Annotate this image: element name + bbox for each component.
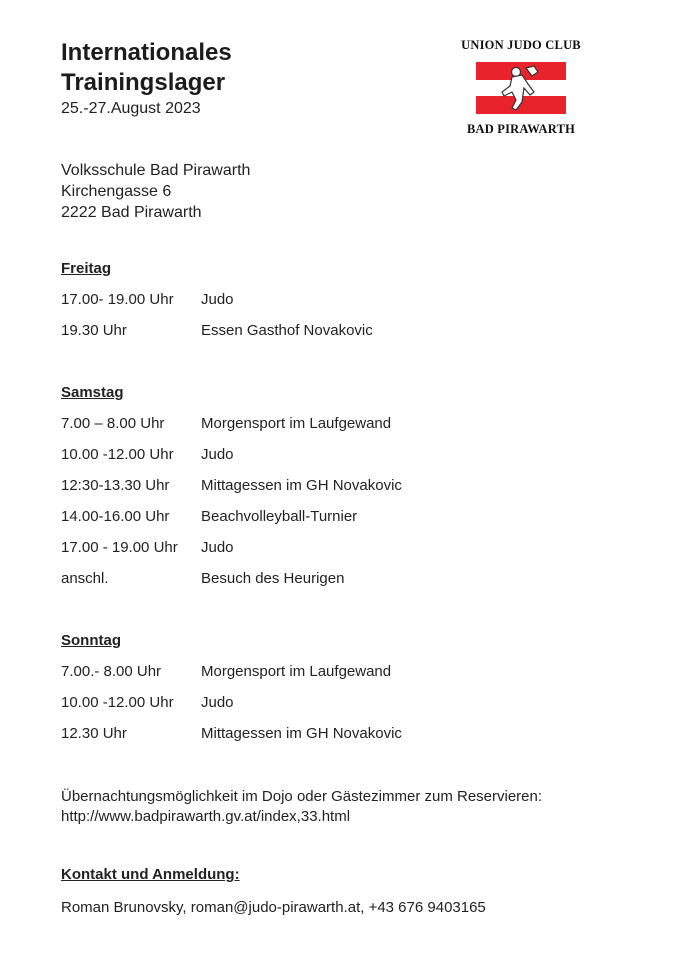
schedule-activity: Essen Gasthof Novakovic: [201, 322, 373, 339]
judo-flag-icon: [476, 62, 566, 114]
schedule-activity: Mittagessen im GH Novakovic: [201, 477, 402, 494]
schedule-activity: Besuch des Heurigen: [201, 570, 345, 587]
venue-street: Kirchengasse 6: [61, 183, 172, 200]
schedule-time: 17.00 - 19.00 Uhr: [61, 539, 178, 556]
schedule-row: [61, 687, 402, 718]
schedule-activity: Morgensport im Laufgewand: [201, 415, 392, 432]
schedule-day-saturday: [61, 383, 402, 594]
schedule-time: 12.30 Uhr: [61, 725, 127, 742]
schedule-activity: Morgensport im Laufgewand: [201, 663, 392, 680]
schedule-row: [61, 532, 402, 563]
day-title: Sonntag: [61, 632, 121, 649]
schedule-time: 10.00 -12.00 Uhr: [61, 694, 174, 711]
page-title: [61, 38, 232, 98]
club-logo: [452, 38, 590, 142]
schedule-activity: Mittagessen im GH Novakovic: [201, 725, 402, 742]
logo-top-text: UNION JUDO CLUB: [461, 38, 581, 52]
schedule-row: [61, 439, 402, 470]
title-line-1: Internationales: [61, 39, 232, 66]
accommodation-note: [61, 787, 542, 827]
schedule-time: 7.00.- 8.00 Uhr: [61, 663, 162, 680]
schedule-row: [61, 284, 373, 315]
schedule-time: 7.00 – 8.00 Uhr: [61, 415, 165, 432]
schedule-row: [61, 470, 402, 501]
schedule-time: 14.00-16.00 Uhr: [61, 508, 170, 525]
schedule-activity: Judo: [201, 291, 234, 308]
schedule-row: [61, 718, 402, 749]
schedule-day-sunday: [61, 631, 402, 749]
schedule-row: [61, 563, 402, 594]
logo-bottom-text: BAD PIRAWARTH: [466, 122, 576, 136]
schedule-activity: Judo: [201, 539, 234, 556]
event-dates: 25.-27.August 2023: [61, 100, 201, 117]
schedule-time: 19.30 Uhr: [61, 322, 127, 339]
schedule-row: [61, 315, 373, 346]
schedule-day-friday: [61, 259, 373, 346]
schedule-row: [61, 408, 402, 439]
schedule-activity: Judo: [201, 446, 234, 463]
day-title: Samstag: [61, 384, 124, 401]
contact-heading: Kontakt und Anmeldung:: [61, 866, 240, 883]
venue-city: 2222 Bad Pirawarth: [61, 204, 202, 221]
schedule-activity: Beachvolleyball-Turnier: [201, 508, 358, 525]
schedule-row: [61, 656, 402, 687]
venue-name: Volksschule Bad Pirawarth: [61, 162, 251, 179]
title-line-2: Trainingslager: [61, 69, 226, 96]
schedule-time: 12:30-13.30 Uhr: [61, 477, 170, 494]
accommodation-link[interactable]: http://www.badpirawarth.gv.at/index,33.html: [61, 808, 351, 825]
venue-address: [61, 160, 250, 223]
accommodation-text: Übernachtungsmöglichkeit im Dojo oder Gästezimmer zum Reservieren:: [61, 788, 543, 805]
schedule-time: 10.00 -12.00 Uhr: [61, 446, 174, 463]
contact-details: Roman Brunovsky, roman@judo-pirawarth.at, +43 676 9403165: [61, 899, 486, 916]
schedule-time: anschl.: [61, 570, 109, 587]
schedule-time: 17.00- 19.00 Uhr: [61, 291, 174, 308]
schedule-activity: Judo: [201, 694, 234, 711]
schedule-row: [61, 501, 402, 532]
day-title: Freitag: [61, 260, 112, 277]
